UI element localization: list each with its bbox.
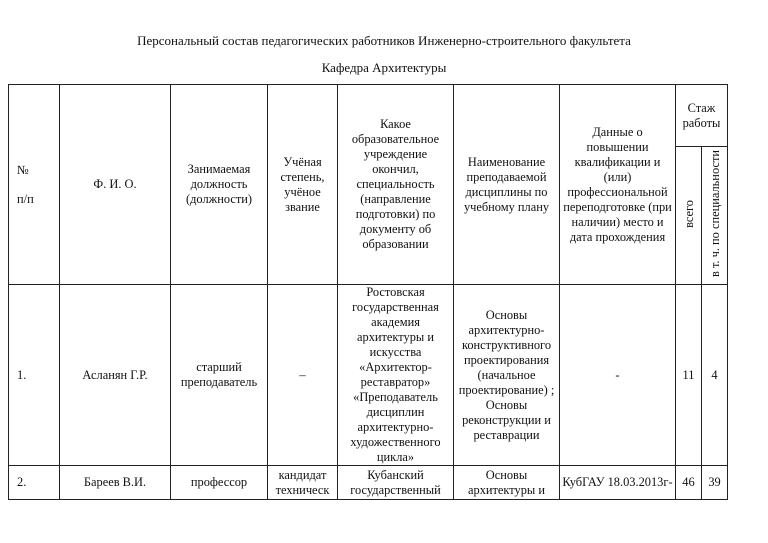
row-education: Кубанский государственный — [338, 466, 454, 500]
staff-table — [8, 84, 728, 500]
row-exp-total: 46 — [676, 466, 702, 500]
header-experience: Стаж работы — [676, 85, 728, 147]
table-row — [9, 285, 728, 466]
header-exp-total: всего — [676, 147, 702, 285]
table-row — [9, 466, 728, 500]
row-exp-total: 11 — [676, 285, 702, 466]
header-education: Какое образовательное учреждение окончил, специальность (направление подготовки) по документу об образовании — [338, 85, 454, 285]
row-degree: – — [268, 285, 338, 466]
header-row — [9, 85, 728, 147]
row-position: профессор — [171, 466, 268, 500]
row-num: 2. — [9, 466, 60, 500]
row-exp-specialty: 4 — [702, 285, 728, 466]
header-degree: Учёная степень, учёное звание — [268, 85, 338, 285]
document-title: Персональный состав педагогических работников Инженерно-строительного факультета — [137, 33, 631, 48]
row-education: Ростовская государственная академия архитектуры и искусства «Архитектор-реставратор» «Преподаватель дисциплин архитектурно-художественного цикла» — [338, 285, 454, 466]
row-fio: Бареев В.И. — [60, 466, 171, 500]
header-qualification: Данные о повышении квалификации и (или) профессиональной переподготовке (при наличии) место и дата прохождения — [560, 85, 676, 285]
row-fio: Асланян Г.Р. — [60, 285, 171, 466]
header-discipline: Наименование преподаваемой дисциплины по учебному плану — [454, 85, 560, 285]
row-discipline: Основы архитектуры и — [454, 466, 560, 500]
row-position: старший преподаватель — [171, 285, 268, 466]
header-num: № п/п — [9, 85, 60, 285]
row-exp-specialty: 39 — [702, 466, 728, 500]
header-fio: Ф. И. О. — [60, 85, 171, 285]
department-subtitle: Кафедра Архитектуры — [321, 60, 447, 75]
row-qualification: КубГАУ 18.03.2013г- — [560, 466, 676, 500]
row-discipline: Основы архитектурно-конструктивного проектирования (начальное проектирование) ; Основы реконструкции и реставрации — [454, 285, 560, 466]
row-qualification: - — [560, 285, 676, 466]
header-exp-specialty: в т. ч. по специальности — [702, 147, 728, 285]
header-position: Занимаемая должность (должности) — [171, 85, 268, 285]
row-num: 1. — [9, 285, 60, 466]
row-degree: кандидат техническ — [268, 466, 338, 500]
